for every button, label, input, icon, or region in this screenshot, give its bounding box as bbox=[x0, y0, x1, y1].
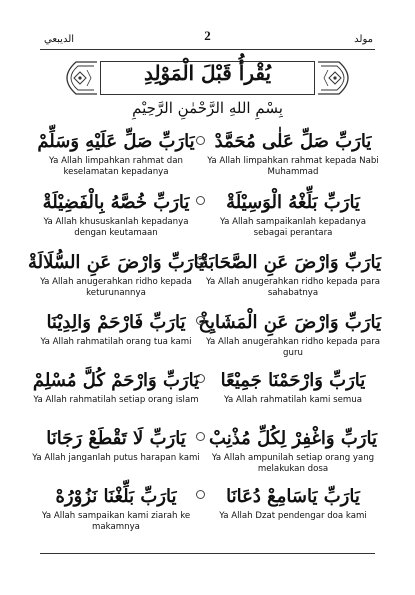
verse-arabic: يَارَبِّ بَلِّغْهُ الْوَسِيْلَةْ bbox=[226, 192, 360, 213]
basmala: بِسْمِ اللهِ الرَّحْمٰنِ الرَّحِيْمِ bbox=[132, 99, 283, 117]
verse-arabic: يَارَبِّ وَارْضَ عَنِ الْمَشَايِخْ bbox=[198, 312, 381, 333]
verse-translation: Ya Allah rahmatilah setiap orang islam bbox=[33, 395, 199, 405]
verse-cell bbox=[28, 190, 204, 239]
verse-translation: Ya Allah rahmatilah orang tua kami bbox=[40, 337, 192, 347]
header-section-title: مولد bbox=[354, 34, 373, 45]
verse-translation: Ya Allah anugerahkan ridho kepada keturunannya bbox=[40, 277, 192, 298]
verse-arabic: يَارَبِّ وَارْحَمْ كُلَّ مُسْلِمْ bbox=[32, 370, 200, 391]
verse-translation: Ya Allah limpahkan rahmat dan keselamatan kepadanya bbox=[49, 156, 183, 177]
verse-arabic: يَارَبِّ وَاغْفِرْ لِكُلِّ مُذْنِبْ bbox=[209, 428, 377, 449]
verse-cell bbox=[28, 129, 204, 178]
header-divider bbox=[40, 49, 375, 50]
verse-cell bbox=[205, 129, 381, 178]
verse-translation: Ya Allah limpahkan rahmat kepada Nabi Muhammad bbox=[207, 156, 379, 177]
verse-cell bbox=[28, 250, 204, 299]
verse-translation: Ya Allah khususkanlah kepadanya dengan keutamaan bbox=[43, 217, 189, 238]
page-title: يُقْرأُ قَبْلَ الْمَوْلِدِ bbox=[143, 61, 272, 85]
verse-arabic: يَارَبِّ فَارْحَمْ وَالِدِيْنَا bbox=[46, 312, 186, 333]
verse-cell bbox=[28, 310, 204, 348]
verse-arabic: يَارَبِّ وَارْضَ عَنِ الصَّحَابَةْ bbox=[199, 252, 381, 273]
verse-cell bbox=[205, 190, 381, 239]
verse-cell bbox=[198, 310, 381, 359]
verse-translation: Ya Allah janganlah putus harapan kami bbox=[32, 453, 200, 463]
verse-cell bbox=[28, 368, 204, 406]
title-banner bbox=[56, 60, 359, 96]
verse-cell bbox=[205, 426, 381, 475]
verse-cell bbox=[205, 484, 381, 522]
header-book-title: الديبعي bbox=[44, 34, 75, 45]
footer-divider bbox=[40, 553, 375, 554]
verse-arabic: يَارَبِّ وَارْحَمْنَا جَمِيْعًا bbox=[220, 370, 366, 391]
verse-cell bbox=[28, 426, 204, 464]
verse-translation: Ya Allah ampunilah setiap orang yang melakukan dosa bbox=[211, 453, 375, 474]
page-number: 2 bbox=[204, 28, 211, 43]
verse-arabic: يَارَبِّ لَا تَقْطَعْ رَجَانَا bbox=[46, 428, 186, 449]
verse-arabic: يَارَبِّ يَاسَامِعْ دُعَانَا bbox=[226, 486, 360, 507]
verse-translation: Ya Allah anugerahkan ridho kepada para sahabatnya bbox=[205, 277, 381, 298]
verse-translation: Ya Allah Dzat pendengar doa kami bbox=[219, 511, 367, 521]
ornament-right-icon bbox=[317, 60, 359, 96]
verse-arabic: يَارَبِّ وَارْضَ عَنِ السُّلَالَةْ bbox=[28, 252, 204, 273]
verse-arabic: يَارَبِّ خُصَّهُ بِالْفَضِيْلَةْ bbox=[42, 192, 190, 213]
verse-arabic: يَارَبِّ صَلِّ عَلَيْهِ وَسَلِّمْ bbox=[37, 131, 195, 152]
verse-translation: Ya Allah sampaikanlah kepadanya sebagai perantara bbox=[220, 217, 366, 238]
verse-translation: Ya Allah anugerahkan ridho kepada para guru bbox=[205, 337, 381, 358]
verse-arabic: يَارَبِّ بَلِّغْنَا نَزُوْرُهْ bbox=[55, 486, 177, 507]
verse-cell bbox=[199, 250, 381, 299]
verse-translation: Ya Allah rahmatilah kami semua bbox=[223, 395, 363, 405]
verse-cell bbox=[205, 368, 381, 406]
verse-translation: Ya Allah sampaikan kami ziarah ke makamnya bbox=[41, 511, 191, 532]
verse-arabic: يَارَبِّ صَلِّ عَلٰى مُحَمَّدْ bbox=[214, 131, 372, 152]
verse-cell bbox=[28, 484, 204, 533]
